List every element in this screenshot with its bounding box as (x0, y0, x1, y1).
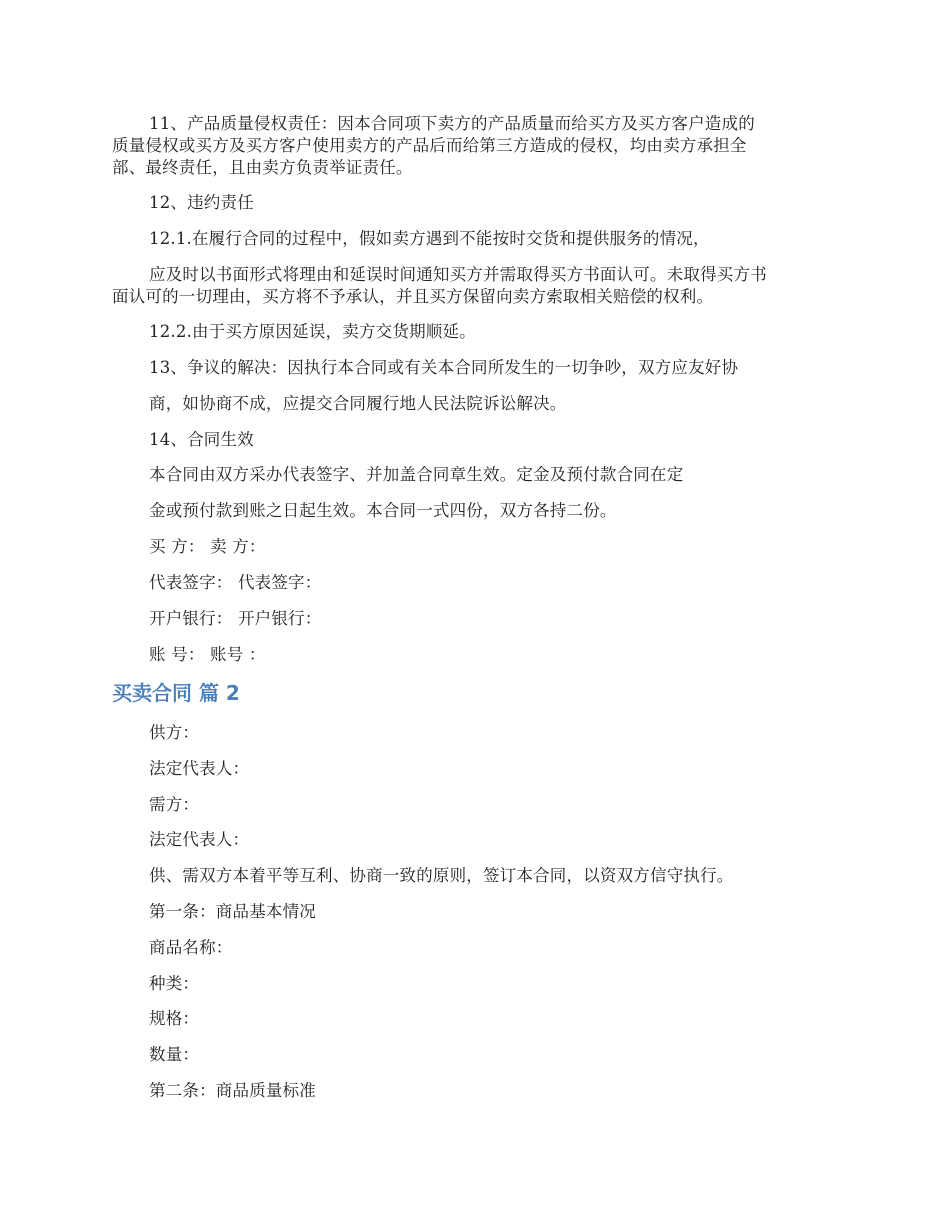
clause-12-title: 12、违约责任 (149, 193, 254, 212)
clause-13-line: 13、争议的解决：因执行本合同或有关本合同所发生的一切争吵，双方应友好协 (149, 358, 739, 377)
clause-11-line: 11、产品质量侵权责任：因本合同项下卖方的产品质量而给买方及买方客户造成的 (149, 114, 755, 133)
buyer-label: 需方： (149, 795, 200, 814)
clause-12-2: 12.2.由于买方原因延误，卖方交货期顺延。 (149, 322, 476, 341)
article-1-title: 第一条：商品基本情况 (149, 902, 316, 921)
clause-11-line: 部、最终责任，且由卖方负责举证责任。 (112, 158, 413, 177)
clause-12-1-continuation (112, 264, 767, 308)
clause-12-1-cont-line: 面认可的一切理由，买方将不予承认，并且买方保留向卖方索取相关赔偿的权利。 (112, 287, 714, 306)
supplier-label: 供方： (149, 723, 200, 742)
product-name-label: 商品名称： (149, 938, 233, 957)
quantity-label: 数量： (149, 1045, 200, 1064)
clause-11-paragraph (112, 113, 755, 179)
legal-representative-label: 法定代表人： (149, 759, 250, 778)
clause-12-1-cont-line: 应及时以书面形式将理由和延误时间通知买方并需取得买方书面认可。未取得买方书 (149, 265, 767, 284)
clause-11-line: 质量侵权或买方及买方客户使用卖方的产品后而给第三方造成的侵权，均由卖方承担全 (112, 136, 747, 155)
signature-bank: 开户银行： 开户银行： (149, 609, 322, 628)
spec-label: 规格： (149, 1009, 200, 1028)
signature-parties: 买 方： 卖 方： (149, 537, 266, 556)
clause-12-1: 12.1.在履行合同的过程中，假如卖方遇到不能按时交货和提供服务的情况， (149, 229, 710, 248)
clause-13-line: 商，如协商不成，应提交合同履行地人民法院诉讼解决。 (149, 394, 567, 413)
section-heading: 买卖合同 篇 2 (112, 681, 240, 705)
clause-14-line: 金或预付款到账之日起生效。本合同一式四份，双方各持二份。 (149, 501, 617, 520)
clause-14-line: 本合同由双方采办代表签字、并加盖合同章生效。定金及预付款合同在定 (149, 465, 684, 484)
signature-account: 账 号： 账号 ： (149, 645, 266, 664)
clause-14-title: 14、合同生效 (149, 430, 254, 449)
article-2-title: 第二条：商品质量标准 (149, 1081, 316, 1100)
signature-representative: 代表签字： 代表签字： (149, 573, 322, 592)
contract-intro: 供、需双方本着平等互利、协商一致的原则，签订本合同，以资双方信守执行。 (149, 866, 734, 885)
legal-representative-label: 法定代表人： (149, 830, 250, 849)
category-label: 种类： (149, 974, 200, 993)
